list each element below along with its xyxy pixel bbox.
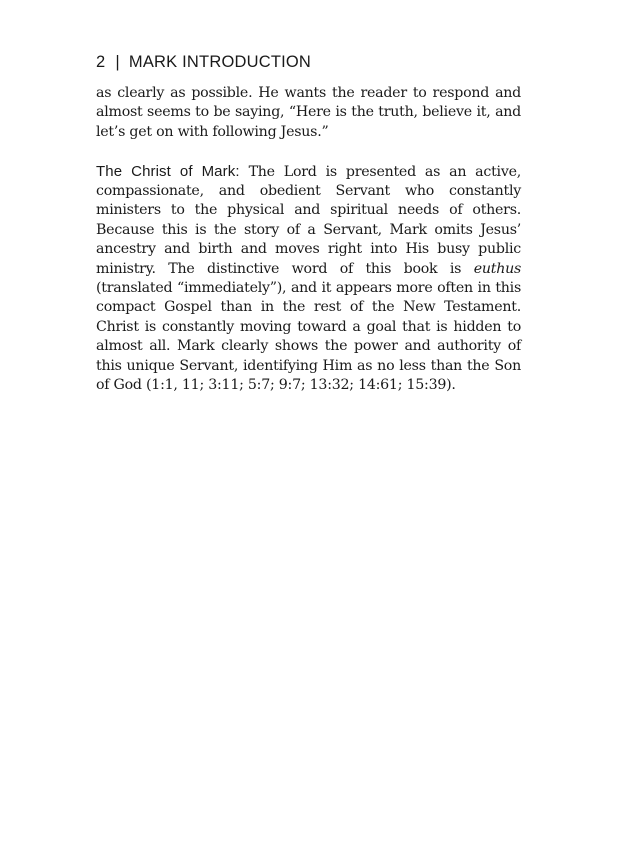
paragraph-text-part-1: The Lord is presented as an active, compassionate, and obedient Servant who constantly ministers to the physical and spiritual needs of others. Because this is the story of a Servant, Mark omits Jesus’ ancestry and birth and moves right into His busy public ministry. The distinctive word of this book is (96, 163, 521, 277)
running-head-title: MARK INTRODUCTION (128, 53, 312, 71)
section-heading: The Christ of Mark: (96, 162, 240, 180)
running-head-separator: | (115, 53, 120, 71)
body-text (96, 84, 521, 395)
running-head (96, 53, 311, 72)
paragraph-text-part-2: (translated “immediately”), and it appears more often in this compact Gospel than in the rest of the New Testament. Christ is constantly moving toward a goal that is hidden to almost all. Mark clearly shows the power and authority of this unique Servant, identifying Him as no less than the Son of God (1:1, 11; 3:11; 5:7; 9:7; 13:32; 14:61; 15:39). (96, 280, 521, 394)
italic-word: euthus (473, 260, 521, 277)
page-number: 2 (96, 53, 106, 71)
christ-of-mark-paragraph (96, 162, 521, 396)
continuation-paragraph: as clearly as possible. He wants the reader to respond and almost seems to be saying, “Here is the truth, believe it, and let’s get on with following Jesus.” (96, 85, 521, 140)
